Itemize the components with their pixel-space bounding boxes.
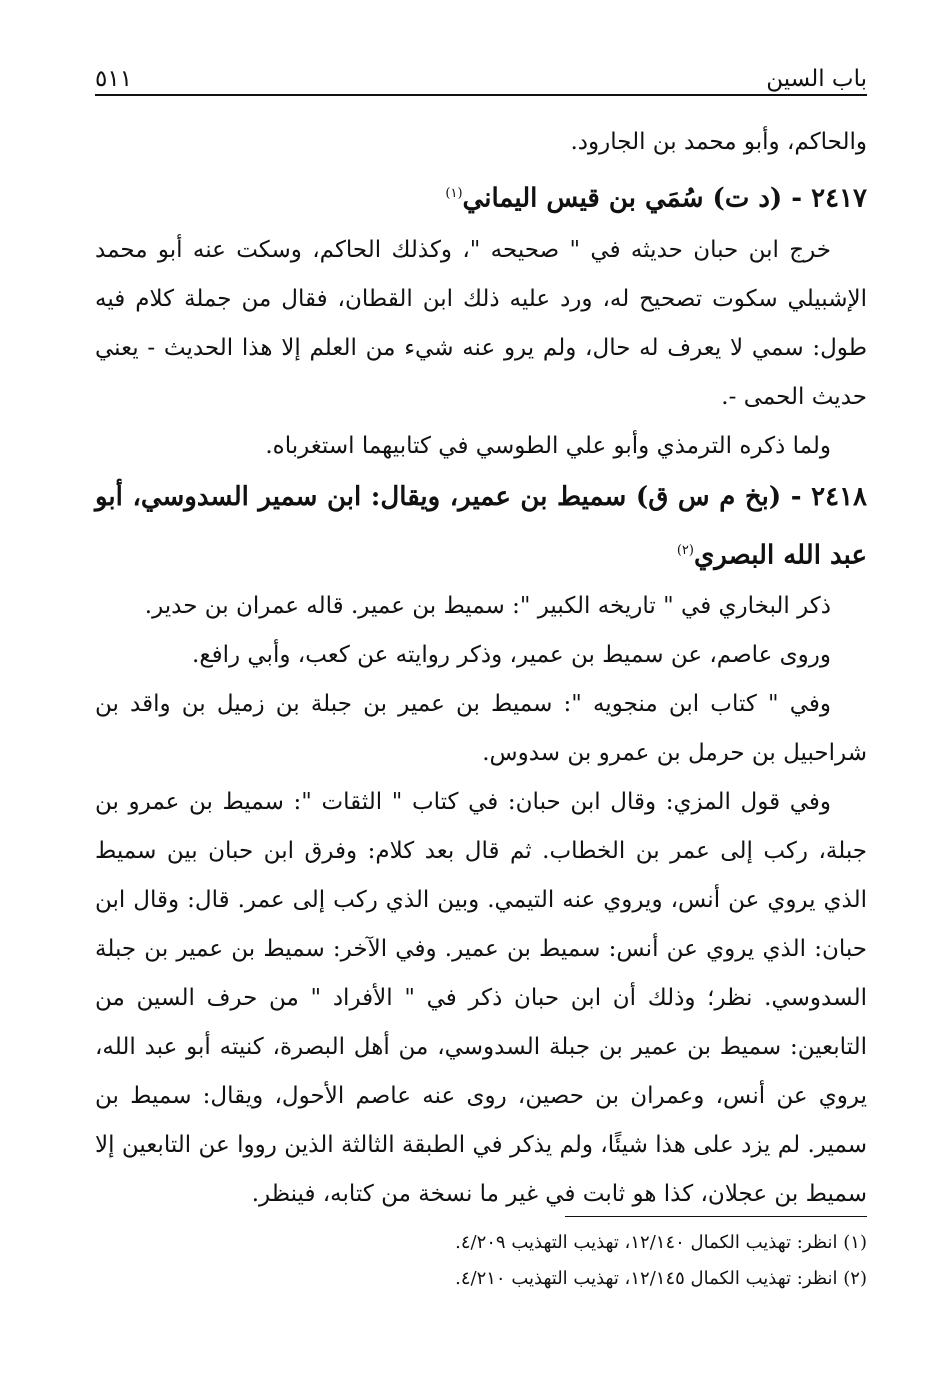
footnote-ref-1: (١)	[445, 186, 463, 201]
paragraph-2417-2: ولما ذكره الترمذي وأبو علي الطوسي في كتابيهما استغرباه.	[265, 432, 831, 459]
footnote-ref-2: (٢)	[676, 542, 694, 558]
paragraph-2418-4: وفي قول المزي: وقال ابن حبان: في كتاب " الثقات ": سميط بن عمرو بن جبلة، ركب إلى عمر بن الخطاب. ثم قال بعد كلام: وفرق ابن حبان بين سميط الذي يروي عن أنس، ويروي عنه التيمي. وبين الذي ركب إلى عمر. قال: وقال ابن حبان: الذي يروي عن أنس: سميط بن عمير. وفي الآخر: سميط بن عمير بن جبلة السدوسي. نظر؛ وذلك أن ابن حبان ذكر في " الأفراد " من حرف السين من التابعين: سميط بن عمير بن جبلة السدوسي، من أهل البصرة، كنيته أبو عبد الله، يروي عن أنس، وعمران بن حصين، روى عنه عاصم الأحول، ويقال: سميط بن سمير. لم يزد على هذا شيئًا، ولم يذكر في الطبقة الثالثة الذين رووا عن التابعين إلا سميط بن عجلان، كذا هو ثابت في غير ما نسخة من كتابه، فينظر.	[95, 789, 867, 1208]
paragraph-2418-3: وفي " كتاب ابن منجويه ": سميط بن عمير بن جبلة بن زميل بن واقد بن شراحبيل بن حرمل بن عمرو بن سدوس.	[95, 691, 867, 767]
entry-heading-2417	[95, 167, 867, 226]
running-header	[95, 56, 867, 96]
footnotes-section	[95, 1216, 867, 1297]
paragraph-2417-1: خرج ابن حبان حديثه في " صحيحه "، وكذلك الحاكم، وسكت عنه أبو محمد الإشبيلي سكوت تصحيح له، ورد عليه ذلك ابن القطان، فقال من جملة كلام فيه طول: سمي لا يعرف له حال، ولم يرو عنه شيء من العلم إلا هذا الحديث - يعني حديث الحمى -.	[95, 236, 867, 410]
footnote-divider	[565, 1216, 867, 1217]
footnote-1: (١) انظر: تهذيب الكمال ١٢/١٤٠، تهذيب التهذيب ٤/٢٠٩.	[455, 1232, 867, 1253]
entry-heading-2418	[95, 471, 867, 583]
paragraph-2418-2: وروى عاصم، عن سميط بن عمير، وذكر روايته عن كعب، وأبي رافع.	[192, 642, 831, 669]
book-page	[95, 56, 867, 1289]
page-number: ٥١١	[95, 66, 133, 92]
paragraph-2418-1: ذكر البخاري في " تاريخه الكبير ": سميط بن عمير. قاله عمران بن حدير.	[144, 593, 831, 620]
chapter-title: باب السين	[766, 66, 867, 92]
continuation-line: والحاكم، وأبو محمد بن الجارود.	[570, 129, 867, 155]
entry-title-2418: ٢٤١٨ - (بخ م س ق) سميط بن عمير، ويقال: ابن سمير السدوسي، أبو عبد الله البصري	[95, 481, 867, 571]
entry-title-2417: ٢٤١٧ - (د ت) سُمَي بن قيس اليماني	[462, 183, 867, 214]
main-text	[95, 118, 867, 1219]
footnote-2: (٢) انظر: تهذيب الكمال ١٢/١٤٥، تهذيب التهذيب ٤/٢١٠.	[455, 1268, 867, 1289]
